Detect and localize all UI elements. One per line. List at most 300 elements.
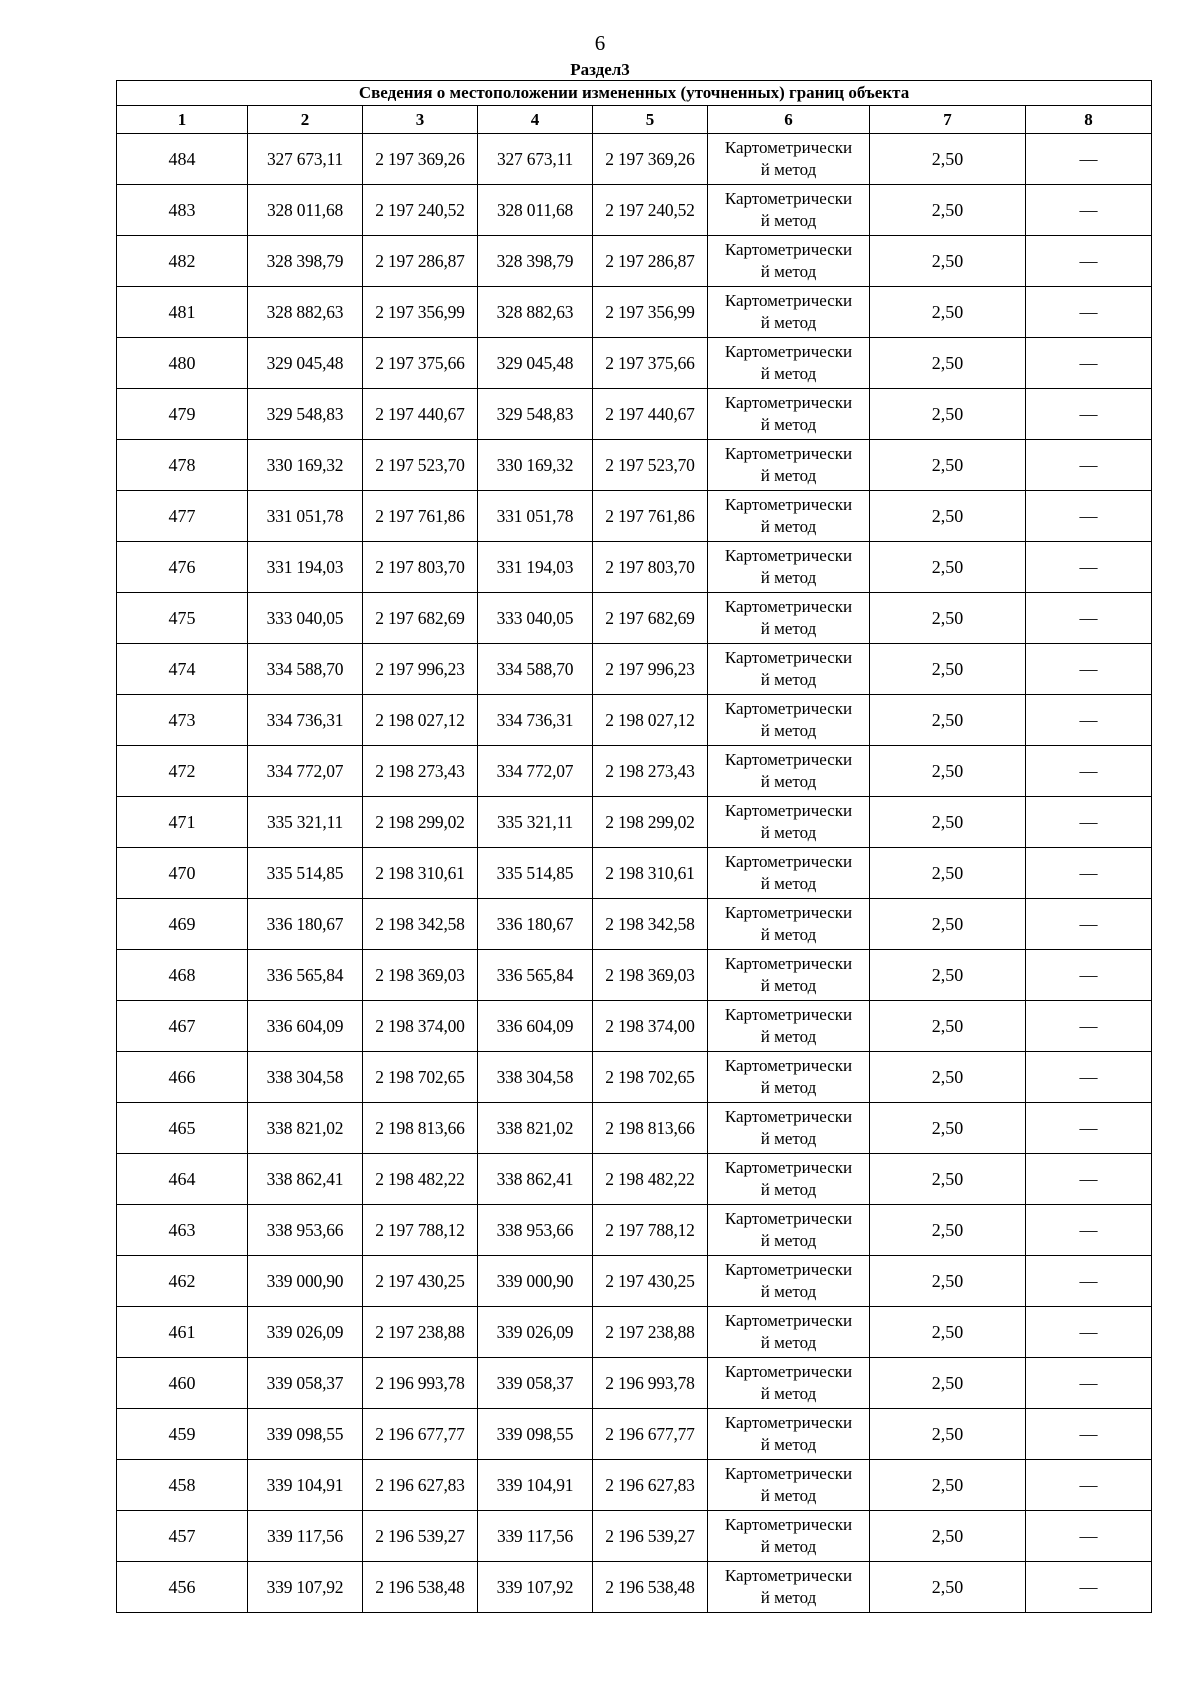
method-line-2: й метод [760, 466, 817, 485]
method-cell [708, 593, 870, 644]
y-new-cell: 2 198 374,00 [593, 1001, 708, 1052]
x-new-cell: 339 107,92 [478, 1562, 593, 1613]
method-cell [708, 440, 870, 491]
accuracy-cell: 2,50 [870, 1205, 1026, 1256]
y-new-cell: 2 196 677,77 [593, 1409, 708, 1460]
y-new-cell: 2 198 369,03 [593, 950, 708, 1001]
method-line-2: й метод [760, 160, 817, 179]
method-line-2: й метод [760, 1537, 817, 1556]
column-number-5: 5 [593, 106, 708, 134]
accuracy-cell: 2,50 [870, 134, 1026, 185]
x-new-cell: 334 588,70 [478, 644, 593, 695]
column-number-7: 7 [870, 106, 1026, 134]
x-new-cell: 327 673,11 [478, 134, 593, 185]
x-new-cell: 339 104,91 [478, 1460, 593, 1511]
method-cell [708, 1052, 870, 1103]
y-old-cell: 2 198 369,03 [363, 950, 478, 1001]
y-old-cell: 2 197 682,69 [363, 593, 478, 644]
x-new-cell: 333 040,05 [478, 593, 593, 644]
method-line-1: Картометрически [724, 1362, 853, 1381]
method-line-2: й метод [760, 415, 817, 434]
method-line-1: Картометрически [724, 393, 853, 412]
x-old-cell: 328 011,68 [248, 185, 363, 236]
note-cell: — [1026, 338, 1152, 389]
column-number-4: 4 [478, 106, 593, 134]
y-old-cell: 2 197 803,70 [363, 542, 478, 593]
x-new-cell: 339 098,55 [478, 1409, 593, 1460]
y-new-cell: 2 196 993,78 [593, 1358, 708, 1409]
x-new-cell: 339 058,37 [478, 1358, 593, 1409]
y-new-cell: 2 198 342,58 [593, 899, 708, 950]
y-new-cell: 2 197 440,67 [593, 389, 708, 440]
point-cell: 470 [117, 848, 248, 899]
note-cell: — [1026, 287, 1152, 338]
point-cell: 468 [117, 950, 248, 1001]
y-new-cell: 2 198 273,43 [593, 746, 708, 797]
method-line-2: й метод [760, 976, 817, 995]
table-row [117, 1409, 1152, 1460]
x-new-cell: 334 736,31 [478, 695, 593, 746]
x-old-cell: 329 548,83 [248, 389, 363, 440]
table-row [117, 695, 1152, 746]
accuracy-cell: 2,50 [870, 1358, 1026, 1409]
y-new-cell: 2 198 310,61 [593, 848, 708, 899]
y-new-cell: 2 197 240,52 [593, 185, 708, 236]
method-cell [708, 746, 870, 797]
accuracy-cell: 2,50 [870, 746, 1026, 797]
x-old-cell: 327 673,11 [248, 134, 363, 185]
x-old-cell: 334 588,70 [248, 644, 363, 695]
table-row [117, 440, 1152, 491]
method-line-1: Картометрически [724, 1209, 853, 1228]
table-row [117, 848, 1152, 899]
method-cell [708, 695, 870, 746]
method-line-1: Картометрически [724, 648, 853, 667]
accuracy-cell: 2,50 [870, 389, 1026, 440]
x-new-cell: 336 565,84 [478, 950, 593, 1001]
x-new-cell: 336 604,09 [478, 1001, 593, 1052]
method-cell [708, 1154, 870, 1205]
point-cell: 473 [117, 695, 248, 746]
note-cell: — [1026, 1001, 1152, 1052]
method-cell [708, 950, 870, 1001]
y-new-cell: 2 196 538,48 [593, 1562, 708, 1613]
table-row [117, 287, 1152, 338]
table-row [117, 1511, 1152, 1562]
method-cell [708, 1562, 870, 1613]
y-new-cell: 2 197 803,70 [593, 542, 708, 593]
accuracy-cell: 2,50 [870, 1052, 1026, 1103]
column-number-3: 3 [363, 106, 478, 134]
point-cell: 477 [117, 491, 248, 542]
point-cell: 478 [117, 440, 248, 491]
note-cell: — [1026, 134, 1152, 185]
method-line-2: й метод [760, 1384, 817, 1403]
method-line-2: й метод [760, 1333, 817, 1352]
y-old-cell: 2 197 286,87 [363, 236, 478, 287]
accuracy-cell: 2,50 [870, 1256, 1026, 1307]
method-line-2: й метод [760, 925, 817, 944]
point-cell: 466 [117, 1052, 248, 1103]
x-new-cell: 331 194,03 [478, 542, 593, 593]
y-old-cell: 2 196 539,27 [363, 1511, 478, 1562]
x-old-cell: 335 321,11 [248, 797, 363, 848]
y-new-cell: 2 197 356,99 [593, 287, 708, 338]
table-row [117, 134, 1152, 185]
method-line-1: Картометрически [724, 1515, 853, 1534]
method-cell [708, 491, 870, 542]
method-cell [708, 797, 870, 848]
method-cell [708, 1511, 870, 1562]
method-line-1: Картометрически [724, 1311, 853, 1330]
point-cell: 461 [117, 1307, 248, 1358]
method-cell [708, 1256, 870, 1307]
note-cell: — [1026, 440, 1152, 491]
method-line-2: й метод [760, 772, 817, 791]
x-old-cell: 334 772,07 [248, 746, 363, 797]
x-new-cell: 339 026,09 [478, 1307, 593, 1358]
accuracy-cell: 2,50 [870, 185, 1026, 236]
x-new-cell: 336 180,67 [478, 899, 593, 950]
boundary-table [116, 80, 1152, 1613]
y-old-cell: 2 197 238,88 [363, 1307, 478, 1358]
method-line-2: й метод [760, 721, 817, 740]
table-row [117, 1052, 1152, 1103]
x-old-cell: 339 098,55 [248, 1409, 363, 1460]
point-cell: 456 [117, 1562, 248, 1613]
note-cell: — [1026, 185, 1152, 236]
x-old-cell: 328 882,63 [248, 287, 363, 338]
table-row [117, 899, 1152, 950]
method-line-1: Картометрически [724, 954, 853, 973]
point-cell: 463 [117, 1205, 248, 1256]
point-cell: 481 [117, 287, 248, 338]
point-cell: 483 [117, 185, 248, 236]
x-old-cell: 336 565,84 [248, 950, 363, 1001]
y-new-cell: 2 197 761,86 [593, 491, 708, 542]
y-old-cell: 2 197 375,66 [363, 338, 478, 389]
method-line-1: Картометрически [724, 903, 853, 922]
method-line-1: Картометрически [724, 750, 853, 769]
point-cell: 479 [117, 389, 248, 440]
method-line-1: Картометрически [724, 1005, 853, 1024]
method-line-2: й метод [760, 670, 817, 689]
table-row [117, 236, 1152, 287]
x-old-cell: 339 026,09 [248, 1307, 363, 1358]
method-line-1: Картометрически [724, 495, 853, 514]
method-line-1: Картометрически [724, 1056, 853, 1075]
y-old-cell: 2 198 299,02 [363, 797, 478, 848]
method-line-1: Картометрически [724, 240, 853, 259]
note-cell: — [1026, 899, 1152, 950]
method-cell [708, 1460, 870, 1511]
accuracy-cell: 2,50 [870, 440, 1026, 491]
y-new-cell: 2 198 299,02 [593, 797, 708, 848]
table-row [117, 593, 1152, 644]
method-line-2: й метод [760, 313, 817, 332]
y-old-cell: 2 198 482,22 [363, 1154, 478, 1205]
method-line-2: й метод [760, 1129, 817, 1148]
point-cell: 458 [117, 1460, 248, 1511]
accuracy-cell: 2,50 [870, 236, 1026, 287]
accuracy-cell: 2,50 [870, 1460, 1026, 1511]
x-old-cell: 338 821,02 [248, 1103, 363, 1154]
y-old-cell: 2 198 027,12 [363, 695, 478, 746]
x-new-cell: 339 000,90 [478, 1256, 593, 1307]
x-old-cell: 339 104,91 [248, 1460, 363, 1511]
y-old-cell: 2 197 356,99 [363, 287, 478, 338]
point-cell: 459 [117, 1409, 248, 1460]
y-new-cell: 2 197 523,70 [593, 440, 708, 491]
note-cell: — [1026, 1358, 1152, 1409]
y-new-cell: 2 197 682,69 [593, 593, 708, 644]
accuracy-cell: 2,50 [870, 1154, 1026, 1205]
point-cell: 469 [117, 899, 248, 950]
point-cell: 471 [117, 797, 248, 848]
accuracy-cell: 2,50 [870, 797, 1026, 848]
method-line-1: Картометрически [724, 1260, 853, 1279]
accuracy-cell: 2,50 [870, 695, 1026, 746]
y-new-cell: 2 198 027,12 [593, 695, 708, 746]
column-number-2: 2 [248, 106, 363, 134]
column-number-6: 6 [708, 106, 870, 134]
y-new-cell: 2 198 702,65 [593, 1052, 708, 1103]
x-old-cell: 333 040,05 [248, 593, 363, 644]
accuracy-cell: 2,50 [870, 491, 1026, 542]
y-new-cell: 2 197 238,88 [593, 1307, 708, 1358]
y-old-cell: 2 197 240,52 [363, 185, 478, 236]
accuracy-cell: 2,50 [870, 1562, 1026, 1613]
x-old-cell: 331 194,03 [248, 542, 363, 593]
x-old-cell: 328 398,79 [248, 236, 363, 287]
point-cell: 475 [117, 593, 248, 644]
note-cell: — [1026, 1256, 1152, 1307]
x-old-cell: 336 604,09 [248, 1001, 363, 1052]
accuracy-cell: 2,50 [870, 542, 1026, 593]
note-cell: — [1026, 644, 1152, 695]
table-row [117, 1460, 1152, 1511]
method-line-1: Картометрически [724, 1158, 853, 1177]
method-cell [708, 134, 870, 185]
x-new-cell: 338 304,58 [478, 1052, 593, 1103]
point-cell: 474 [117, 644, 248, 695]
method-cell [708, 1358, 870, 1409]
method-line-1: Картометрически [724, 444, 853, 463]
x-new-cell: 328 011,68 [478, 185, 593, 236]
point-cell: 464 [117, 1154, 248, 1205]
method-cell [708, 389, 870, 440]
table-body [117, 134, 1152, 1613]
method-cell [708, 848, 870, 899]
y-old-cell: 2 196 627,83 [363, 1460, 478, 1511]
method-line-2: й метод [760, 517, 817, 536]
method-line-1: Картометрически [724, 342, 853, 361]
note-cell: — [1026, 1562, 1152, 1613]
y-old-cell: 2 197 788,12 [363, 1205, 478, 1256]
x-old-cell: 338 862,41 [248, 1154, 363, 1205]
method-line-2: й метод [760, 1486, 817, 1505]
method-line-1: Картометрически [724, 699, 853, 718]
point-cell: 462 [117, 1256, 248, 1307]
accuracy-cell: 2,50 [870, 950, 1026, 1001]
method-line-2: й метод [760, 823, 817, 842]
note-cell: — [1026, 746, 1152, 797]
x-new-cell: 339 117,56 [478, 1511, 593, 1562]
y-old-cell: 2 196 993,78 [363, 1358, 478, 1409]
table-row [117, 950, 1152, 1001]
x-new-cell: 328 398,79 [478, 236, 593, 287]
y-new-cell: 2 197 286,87 [593, 236, 708, 287]
method-line-2: й метод [760, 619, 817, 638]
note-cell: — [1026, 1409, 1152, 1460]
method-line-1: Картометрически [724, 1566, 853, 1585]
note-cell: — [1026, 1460, 1152, 1511]
note-cell: — [1026, 1103, 1152, 1154]
accuracy-cell: 2,50 [870, 338, 1026, 389]
table-row [117, 185, 1152, 236]
x-old-cell: 335 514,85 [248, 848, 363, 899]
y-old-cell: 2 197 440,67 [363, 389, 478, 440]
table-row [117, 542, 1152, 593]
method-line-2: й метод [760, 1282, 817, 1301]
y-old-cell: 2 198 273,43 [363, 746, 478, 797]
x-new-cell: 338 862,41 [478, 1154, 593, 1205]
y-new-cell: 2 198 813,66 [593, 1103, 708, 1154]
method-line-1: Картометрически [724, 801, 853, 820]
y-new-cell: 2 196 627,83 [593, 1460, 708, 1511]
point-cell: 480 [117, 338, 248, 389]
note-cell: — [1026, 1052, 1152, 1103]
method-line-1: Картометрически [724, 138, 853, 157]
note-cell: — [1026, 1205, 1152, 1256]
table-row [117, 746, 1152, 797]
table-row [117, 491, 1152, 542]
x-old-cell: 334 736,31 [248, 695, 363, 746]
point-cell: 467 [117, 1001, 248, 1052]
x-old-cell: 338 953,66 [248, 1205, 363, 1256]
y-old-cell: 2 197 369,26 [363, 134, 478, 185]
method-cell [708, 287, 870, 338]
x-new-cell: 329 548,83 [478, 389, 593, 440]
accuracy-cell: 2,50 [870, 1001, 1026, 1052]
point-cell: 484 [117, 134, 248, 185]
x-new-cell: 330 169,32 [478, 440, 593, 491]
accuracy-cell: 2,50 [870, 644, 1026, 695]
note-cell: — [1026, 542, 1152, 593]
method-line-2: й метод [760, 1027, 817, 1046]
method-line-1: Картометрически [724, 1464, 853, 1483]
point-cell: 465 [117, 1103, 248, 1154]
x-new-cell: 329 045,48 [478, 338, 593, 389]
note-cell: — [1026, 389, 1152, 440]
y-new-cell: 2 197 369,26 [593, 134, 708, 185]
y-old-cell: 2 197 523,70 [363, 440, 478, 491]
table-row [117, 338, 1152, 389]
table-row [117, 1562, 1152, 1613]
y-old-cell: 2 198 310,61 [363, 848, 478, 899]
note-cell: — [1026, 848, 1152, 899]
x-new-cell: 335 514,85 [478, 848, 593, 899]
method-cell [708, 1205, 870, 1256]
method-line-2: й метод [760, 1588, 817, 1607]
accuracy-cell: 2,50 [870, 1307, 1026, 1358]
method-line-2: й метод [760, 262, 817, 281]
accuracy-cell: 2,50 [870, 848, 1026, 899]
y-new-cell: 2 197 788,12 [593, 1205, 708, 1256]
method-cell [708, 185, 870, 236]
note-cell: — [1026, 695, 1152, 746]
y-old-cell: 2 197 761,86 [363, 491, 478, 542]
accuracy-cell: 2,50 [870, 1103, 1026, 1154]
point-cell: 457 [117, 1511, 248, 1562]
table-row [117, 1103, 1152, 1154]
y-old-cell: 2 198 702,65 [363, 1052, 478, 1103]
x-new-cell: 334 772,07 [478, 746, 593, 797]
y-old-cell: 2 197 430,25 [363, 1256, 478, 1307]
method-line-1: Картометрически [724, 1413, 853, 1432]
y-new-cell: 2 197 996,23 [593, 644, 708, 695]
method-line-2: й метод [760, 211, 817, 230]
accuracy-cell: 2,50 [870, 1409, 1026, 1460]
y-new-cell: 2 197 430,25 [593, 1256, 708, 1307]
method-line-2: й метод [760, 874, 817, 893]
note-cell: — [1026, 491, 1152, 542]
method-line-1: Картометрически [724, 1107, 853, 1126]
table-row [117, 1205, 1152, 1256]
y-old-cell: 2 197 996,23 [363, 644, 478, 695]
method-cell [708, 236, 870, 287]
table-row [117, 1154, 1152, 1205]
accuracy-cell: 2,50 [870, 899, 1026, 950]
x-new-cell: 338 821,02 [478, 1103, 593, 1154]
table-row [117, 644, 1152, 695]
column-number-8: 8 [1026, 106, 1152, 134]
method-line-1: Картометрически [724, 597, 853, 616]
column-number-1: 1 [117, 106, 248, 134]
accuracy-cell: 2,50 [870, 287, 1026, 338]
y-old-cell: 2 196 677,77 [363, 1409, 478, 1460]
table-row [117, 389, 1152, 440]
x-old-cell: 331 051,78 [248, 491, 363, 542]
x-old-cell: 330 169,32 [248, 440, 363, 491]
note-cell: — [1026, 797, 1152, 848]
y-old-cell: 2 198 813,66 [363, 1103, 478, 1154]
table-row [117, 1307, 1152, 1358]
x-new-cell: 331 051,78 [478, 491, 593, 542]
x-old-cell: 339 117,56 [248, 1511, 363, 1562]
note-cell: — [1026, 1307, 1152, 1358]
method-cell [708, 899, 870, 950]
method-cell [708, 1103, 870, 1154]
table-row [117, 1358, 1152, 1409]
method-line-1: Картометрически [724, 291, 853, 310]
method-line-1: Картометрически [724, 852, 853, 871]
table-title: Сведения о местоположении измененных (уточненных) границ объекта [117, 81, 1152, 106]
x-new-cell: 328 882,63 [478, 287, 593, 338]
accuracy-cell: 2,50 [870, 593, 1026, 644]
note-cell: — [1026, 1154, 1152, 1205]
y-old-cell: 2 198 342,58 [363, 899, 478, 950]
x-old-cell: 339 000,90 [248, 1256, 363, 1307]
column-number-row [117, 106, 1152, 134]
note-cell: — [1026, 236, 1152, 287]
y-old-cell: 2 196 538,48 [363, 1562, 478, 1613]
x-new-cell: 338 953,66 [478, 1205, 593, 1256]
y-new-cell: 2 196 539,27 [593, 1511, 708, 1562]
method-line-2: й метод [760, 1231, 817, 1250]
method-cell [708, 1409, 870, 1460]
y-old-cell: 2 198 374,00 [363, 1001, 478, 1052]
